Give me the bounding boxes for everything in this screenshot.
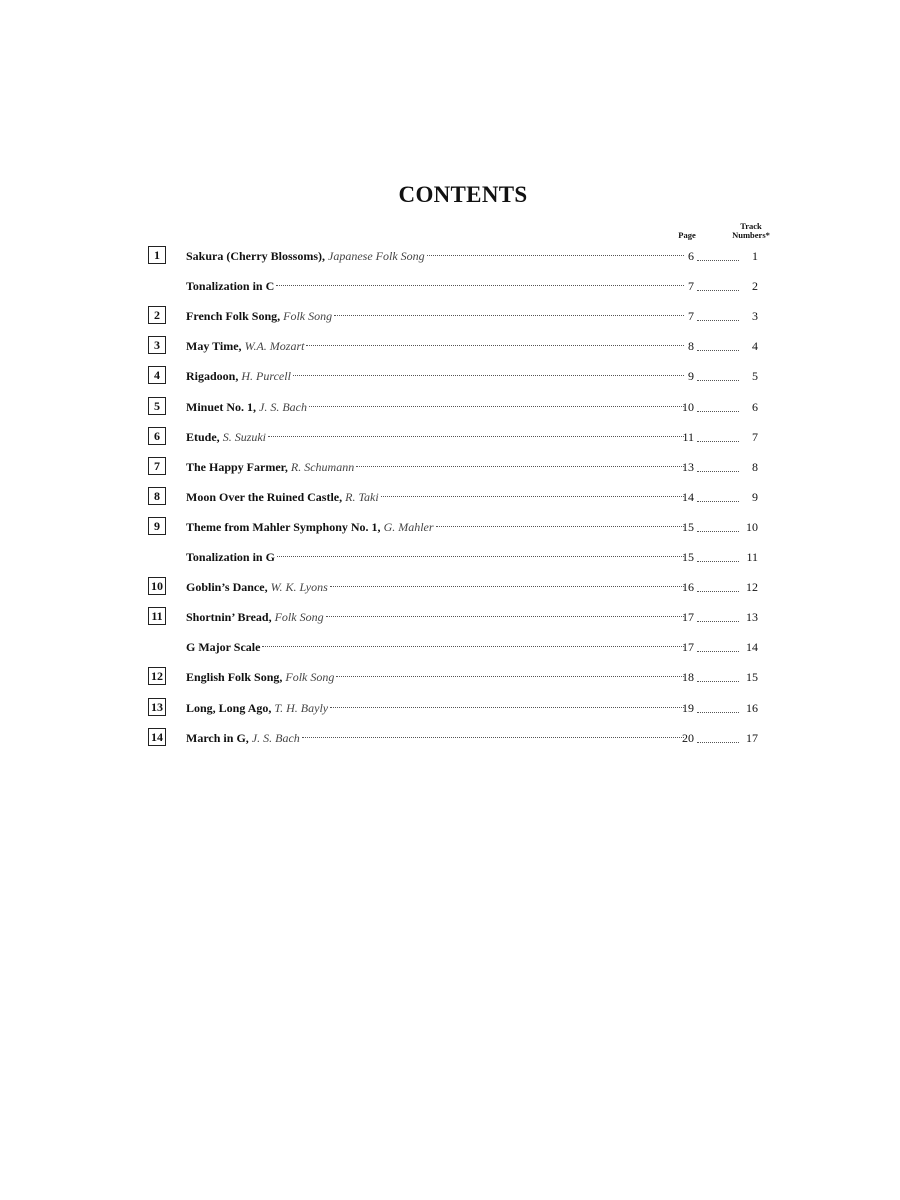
- page-number: 10: [682, 400, 694, 414]
- piece-number-box: 14: [148, 728, 166, 746]
- piece-title: Moon Over the Ruined Castle,: [186, 490, 343, 504]
- track-number: 6: [752, 400, 758, 414]
- dot-leader: [697, 742, 739, 743]
- piece-title: Sakura (Cherry Blossoms),: [186, 249, 326, 263]
- piece-composer: W. K. Lyons: [270, 580, 328, 594]
- dot-leader: [336, 676, 684, 677]
- dot-leader: [697, 712, 739, 713]
- dot-leader: [697, 320, 739, 321]
- piece-title: The Happy Farmer,: [186, 460, 288, 474]
- piece-composer: H. Purcell: [241, 369, 291, 383]
- piece-composer: Folk Song: [274, 610, 324, 624]
- piece-number-box: 3: [148, 336, 166, 354]
- piece-number-box: 8: [148, 487, 166, 505]
- dot-leader: [697, 531, 739, 532]
- dot-leader: [293, 375, 684, 376]
- dot-leader: [697, 411, 739, 412]
- piece-number-box: 1: [148, 246, 166, 264]
- page-number: 17: [682, 610, 694, 624]
- page-number: 6: [688, 249, 694, 263]
- page-number: 7: [688, 279, 694, 293]
- piece-composer: Folk Song: [283, 309, 333, 323]
- dot-leader: [330, 586, 684, 587]
- page-column-header: Page: [678, 230, 696, 240]
- page-number: 20: [682, 731, 694, 745]
- piece-composer: J. S. Bach: [251, 731, 300, 745]
- piece-title: Theme from Mahler Symphony No. 1,: [186, 520, 381, 534]
- piece-title: Etude,: [186, 430, 220, 444]
- piece-composer: W.A. Mozart: [244, 339, 305, 353]
- dot-leader: [356, 466, 684, 467]
- dot-leader: [276, 285, 684, 286]
- entry-text: [186, 246, 686, 266]
- list-item: [0, 728, 900, 748]
- entry-text: [186, 698, 686, 718]
- dot-leader: [334, 315, 684, 316]
- piece-title: Tonalization in G: [186, 550, 275, 564]
- list-item: [0, 667, 900, 687]
- piece-composer: Folk Song: [285, 670, 335, 684]
- entry-text: [186, 427, 686, 447]
- list-item: [0, 698, 900, 718]
- entry-text: [186, 637, 686, 657]
- piece-title: Long, Long Ago,: [186, 701, 272, 715]
- track-number: 4: [752, 339, 758, 353]
- list-item: [0, 427, 900, 447]
- dot-leader: [330, 707, 684, 708]
- piece-title: May Time,: [186, 339, 242, 353]
- piece-composer: R. Schumann: [290, 460, 355, 474]
- piece-title: March in G,: [186, 731, 249, 745]
- dot-leader: [309, 406, 684, 407]
- page-number: 16: [682, 580, 694, 594]
- piece-title: Shortnin’ Bread,: [186, 610, 272, 624]
- piece-number-box: 11: [148, 607, 166, 625]
- list-item: [0, 517, 900, 537]
- track-column-header: [728, 222, 774, 240]
- track-number: 5: [752, 369, 758, 383]
- page-number: 18: [682, 670, 694, 684]
- entry-text: [186, 728, 686, 748]
- dot-leader: [302, 737, 684, 738]
- list-item: [0, 637, 900, 657]
- track-number: 11: [746, 550, 758, 564]
- list-item: [0, 577, 900, 597]
- piece-number-box: 12: [148, 667, 166, 685]
- page-title: CONTENTS: [398, 182, 528, 207]
- dot-leader: [277, 556, 684, 557]
- dot-leader: [697, 471, 739, 472]
- page-number: 11: [682, 430, 694, 444]
- page-number: 7: [688, 309, 694, 323]
- dot-leader: [306, 345, 684, 346]
- dot-leader: [697, 290, 739, 291]
- dot-leader: [697, 621, 739, 622]
- dot-leader: [381, 496, 684, 497]
- list-item: [0, 487, 900, 507]
- page-number: 14: [682, 490, 694, 504]
- track-number: 14: [746, 640, 758, 654]
- piece-title: G Major Scale: [186, 640, 261, 654]
- list-item: [0, 397, 900, 417]
- entry-text: [186, 577, 686, 597]
- track-header-line1: Track: [740, 221, 762, 231]
- piece-composer: Japanese Folk Song: [328, 249, 425, 263]
- page-number: 8: [688, 339, 694, 353]
- piece-number-box: 13: [148, 698, 166, 716]
- piece-number-box: 7: [148, 457, 166, 475]
- dot-leader: [697, 591, 739, 592]
- piece-title: French Folk Song,: [186, 309, 281, 323]
- track-number: 8: [752, 460, 758, 474]
- page-number: 15: [682, 520, 694, 534]
- list-item: [0, 607, 900, 627]
- track-number: 12: [746, 580, 758, 594]
- track-number: 7: [752, 430, 758, 444]
- piece-number-box: 2: [148, 306, 166, 324]
- track-number: 15: [746, 670, 758, 684]
- dot-leader: [697, 501, 739, 502]
- track-number: 13: [746, 610, 758, 624]
- dot-leader: [427, 255, 684, 256]
- entry-text: [186, 366, 686, 386]
- list-item: [0, 336, 900, 356]
- entry-text: [186, 276, 686, 296]
- piece-composer: J. S. Bach: [259, 400, 307, 414]
- piece-number-box: 6: [148, 427, 166, 445]
- list-item: [0, 366, 900, 386]
- list-item: [0, 457, 900, 477]
- track-number: 10: [746, 520, 758, 534]
- page-number: 15: [682, 550, 694, 564]
- page-number: 19: [682, 701, 694, 715]
- page-number: 9: [688, 369, 694, 383]
- entry-text: [186, 607, 686, 627]
- entry-text: [186, 306, 686, 326]
- piece-composer: G. Mahler: [383, 520, 434, 534]
- dot-leader: [697, 681, 739, 682]
- track-number: 1: [752, 249, 758, 263]
- track-number: 3: [752, 309, 758, 323]
- entry-text: [186, 397, 686, 417]
- track-number: 2: [752, 279, 758, 293]
- piece-composer: R. Taki: [345, 490, 379, 504]
- entry-text: [186, 517, 686, 537]
- list-item: [0, 306, 900, 326]
- entry-text: [186, 457, 686, 477]
- entry-text: [186, 487, 686, 507]
- page-number: 17: [682, 640, 694, 654]
- list-item: [0, 246, 900, 266]
- track-number: 17: [746, 731, 758, 745]
- track-number: 16: [746, 701, 758, 715]
- entry-text: [186, 547, 686, 567]
- piece-title: Goblin’s Dance,: [186, 580, 268, 594]
- piece-number-box: 10: [148, 577, 166, 595]
- track-header-line2: Numbers*: [732, 230, 770, 240]
- page-number: 13: [682, 460, 694, 474]
- dot-leader: [697, 441, 739, 442]
- entry-text: [186, 336, 686, 356]
- piece-composer: T. H. Bayly: [274, 701, 329, 715]
- dot-leader: [262, 646, 684, 647]
- track-number: 9: [752, 490, 758, 504]
- dot-leader: [697, 380, 739, 381]
- dot-leader: [697, 260, 739, 261]
- piece-title: English Folk Song,: [186, 670, 283, 684]
- piece-title: Tonalization in C: [186, 279, 275, 293]
- dot-leader: [268, 436, 684, 437]
- list-item: [0, 547, 900, 567]
- piece-number-box: 4: [148, 366, 166, 384]
- piece-number-box: 5: [148, 397, 166, 415]
- dot-leader: [697, 350, 739, 351]
- dot-leader: [697, 651, 739, 652]
- dot-leader: [436, 526, 684, 527]
- piece-title: Rigadoon,: [186, 369, 239, 383]
- piece-number-box: 9: [148, 517, 166, 535]
- piece-composer: S. Suzuki: [222, 430, 267, 444]
- entry-text: [186, 667, 686, 687]
- dot-leader: [697, 561, 739, 562]
- dot-leader: [326, 616, 684, 617]
- list-item: [0, 276, 900, 296]
- piece-title: Minuet No. 1,: [186, 400, 256, 414]
